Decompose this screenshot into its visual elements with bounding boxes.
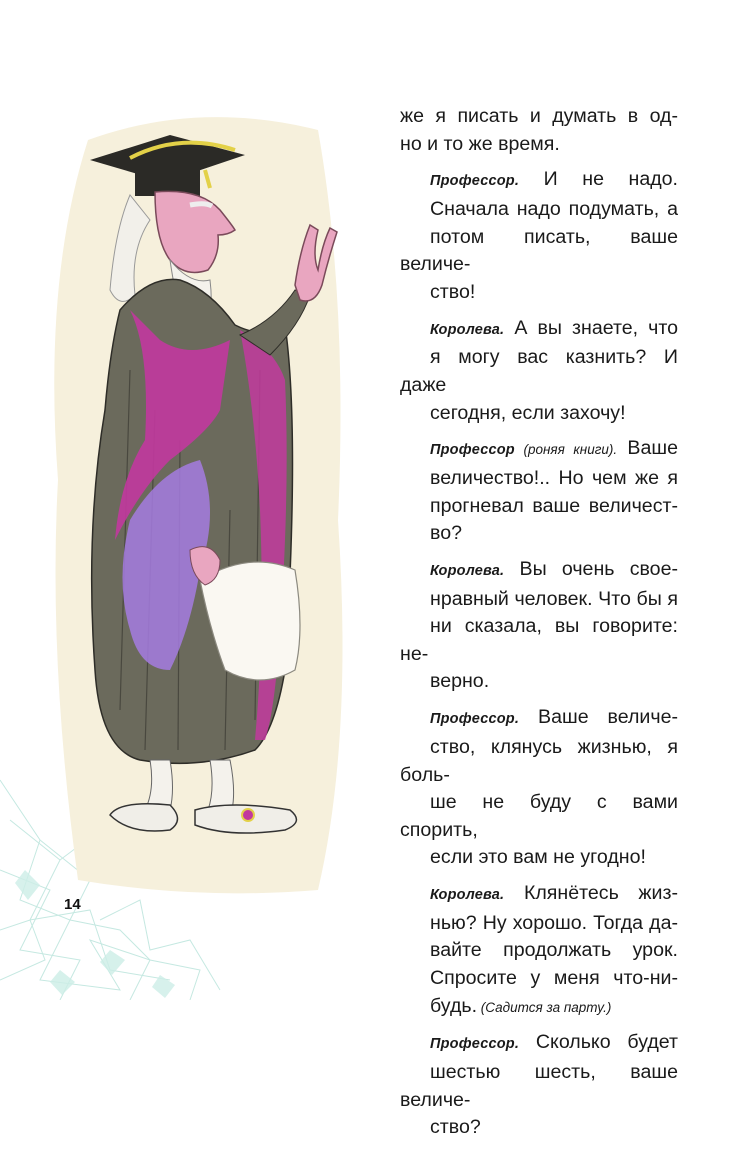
line-text: нравный человек. Что бы я (430, 587, 678, 610)
line-text: ше не буду с вами спорить, (400, 791, 678, 841)
speaker-name: Профессор. (430, 711, 520, 728)
line-text: И не надо. (519, 168, 678, 191)
line-text: ство, клянусь жизнью, я боль- (400, 735, 678, 786)
dialogue-paragraph (400, 315, 678, 427)
line-text: во? (430, 522, 462, 545)
text-line (400, 400, 678, 428)
line-text: но и то же время. (400, 132, 560, 155)
text-line (400, 880, 678, 910)
text-line (400, 965, 678, 993)
text-line (400, 465, 678, 493)
stage-direction: (роняя книги). (514, 442, 618, 458)
text-line (400, 1114, 678, 1142)
text-line (400, 668, 678, 696)
line-text: ни сказала, вы говорите: не- (400, 615, 678, 665)
line-text: Ваше (617, 437, 678, 460)
line-text: вайте продолжать урок. (430, 939, 678, 962)
speaker-name: Королева. (430, 563, 505, 580)
dialogue-paragraph (400, 880, 678, 1021)
text-line (400, 1059, 678, 1114)
dialogue-text (400, 103, 678, 1150)
dialogue-paragraph (400, 1029, 678, 1141)
text-line (400, 910, 678, 938)
text-line (400, 224, 678, 279)
text-line (400, 279, 678, 307)
line-text: нью? Ну хорошо. Тогда да- (430, 911, 678, 934)
dialogue-paragraph (400, 166, 678, 306)
line-text: сегодня, если захочу! (430, 401, 626, 424)
text-line (400, 493, 678, 521)
line-text: А вы знаете, что (504, 316, 678, 339)
page-number: 14 (64, 896, 81, 913)
text-line (400, 613, 678, 668)
text-line (400, 196, 678, 224)
line-text: ство? (430, 1116, 481, 1139)
line-text: величество!.. Но чем же я (430, 467, 678, 490)
dialogue-paragraph (400, 556, 678, 696)
text-line (400, 586, 678, 614)
line-text: Ваше величе- (519, 706, 678, 729)
line-text: я могу вас казнить? И даже (400, 346, 678, 396)
text-line (400, 520, 678, 548)
line-text: Спросите у меня что-ни- (430, 967, 678, 989)
text-line (400, 556, 678, 586)
line-text: потом писать, ваше величе- (400, 225, 678, 276)
text-line (400, 993, 678, 1022)
text-line (400, 344, 678, 399)
dialogue-paragraph (400, 103, 678, 158)
line-text: шестью шесть, ваше величе- (400, 1061, 678, 1111)
text-line (400, 704, 678, 734)
line-text: если это вам не угодно! (430, 846, 646, 869)
stage-direction: (Садится за парту.) (477, 999, 612, 1015)
dialogue-paragraph (400, 435, 678, 547)
line-text: прогневал ваше величест- (430, 494, 678, 517)
text-line (400, 131, 678, 159)
line-text: ство! (430, 280, 476, 303)
text-line (400, 937, 678, 965)
text-line (400, 1029, 678, 1059)
line-text: верно. (430, 670, 490, 693)
speaker-name: Королева. (430, 887, 505, 904)
text-line (400, 435, 678, 465)
speaker-name: Королева. (430, 321, 505, 338)
professor-illustration-icon (60, 110, 360, 890)
text-line (400, 166, 678, 196)
line-text: Клянётесь жиз- (504, 882, 678, 905)
text-line (400, 844, 678, 872)
text-line (400, 315, 678, 345)
line-text: Сначала надо подумать, а (430, 198, 678, 221)
dialogue-paragraph (400, 704, 678, 872)
text-line (400, 789, 678, 844)
speaker-name: Профессор. (430, 173, 520, 190)
speaker-name: Профессор (430, 442, 515, 459)
line-text: Сколько будет (519, 1031, 678, 1054)
text-line (400, 734, 678, 789)
text-line (400, 103, 678, 131)
line-text: будь. (430, 994, 478, 1017)
line-text: Вы очень свое- (504, 558, 678, 581)
line-text: же я писать и думать в од- (400, 105, 678, 127)
speaker-name: Профессор. (430, 1036, 520, 1053)
